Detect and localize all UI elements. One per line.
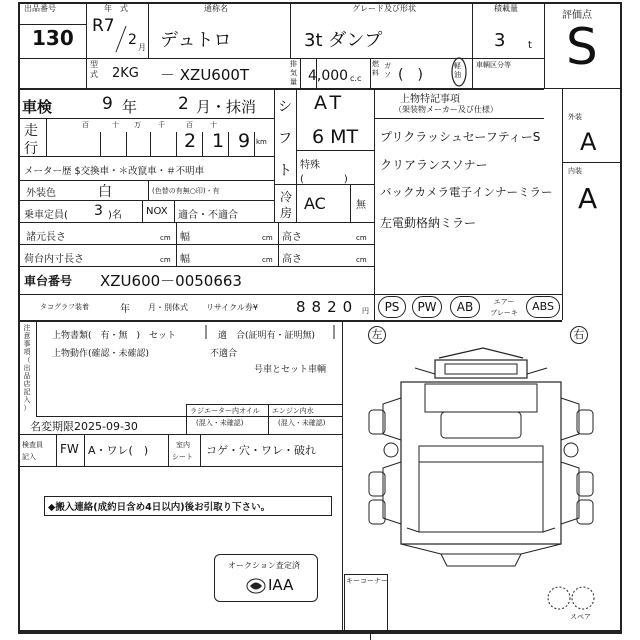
diesel-circle [450, 56, 468, 88]
tacho-label: タコグラフ装着 [40, 303, 89, 311]
engine-2: (混入・未確認) [278, 419, 326, 427]
width-label: 幅 [180, 232, 190, 243]
color-label: 外装色 [26, 188, 56, 199]
set-note: 号車とセット車輌 [254, 365, 327, 375]
diagram-right-label: 右 [570, 326, 588, 344]
shift-label-1: シ [278, 99, 292, 115]
upper-operation: 上物動作(確認・未確認) [52, 349, 150, 359]
airbrake-2: ブレーキ [490, 309, 518, 317]
model-value: デュトロ [160, 30, 232, 51]
ac-label-1: 冷 [280, 190, 293, 204]
year-value: R7 [92, 16, 115, 36]
type-label: 型式 [90, 60, 98, 79]
nox-label: NOX [146, 206, 168, 217]
stamp-line-2: IAA [268, 576, 294, 594]
class-label: 車輌区分等 [476, 61, 511, 69]
notes-subheader: （架装物メーカー及び仕様） [394, 105, 498, 114]
model-label: 通称名 [204, 4, 228, 13]
meter-row: メーター歴 $交換車・＊改竄車・＃不明車 [24, 166, 205, 177]
fuel-label: 燃料 [372, 60, 379, 77]
capacity-label: 積載量 [494, 4, 518, 13]
height-label: 高さ [282, 232, 302, 243]
badge-pw: PW [412, 296, 442, 318]
type-prefix: 2KG [112, 66, 139, 81]
note-line-0: プリクラッシュセーフティーS [380, 130, 541, 144]
stamp-line-1: オークション査定済 [228, 561, 300, 570]
upper-docs-not: 不適合 [210, 349, 238, 359]
score-value: S [566, 18, 598, 76]
inspector-label-2: 記入 [22, 453, 36, 461]
fuel-gas: ガソ [384, 62, 391, 79]
capacity-value: 3 [494, 30, 506, 51]
note-line-2: バックカメラ電子インナーミラー [380, 185, 553, 199]
inspection-year: 9 [102, 94, 113, 114]
displacement-value: 4,000 [308, 68, 349, 84]
displacement-label: 排気量 [290, 60, 297, 86]
cargo-height-label: 高さ [282, 254, 302, 265]
chassis-value: XZU600－0050663 [100, 272, 242, 290]
key-corner-label: キーコーナー [346, 577, 388, 585]
recycle-unit: 円 [362, 307, 369, 315]
mileage-digit-0: 2 [184, 130, 197, 152]
grade-label: グレード及び形状 [352, 4, 416, 13]
ac-label-2: 房 [280, 206, 293, 220]
note-line-1: クリアランスソナー [380, 158, 488, 172]
at-value: AT [314, 92, 346, 114]
notice-text: ◆搬入連絡(成約日含め4日以内)後お引取り下さい。 [48, 502, 271, 513]
cargo-length-unit: cm [160, 256, 171, 264]
special-paren: ( ) [300, 174, 348, 185]
badge-abs: ABS [526, 296, 560, 318]
inspection-month: 2 [178, 94, 189, 114]
mileage-digit-2: 9 [238, 130, 251, 152]
cargo-height-unit: cm [356, 256, 367, 264]
ac-none: 無 [356, 200, 366, 211]
lot-label: 出品番号 [24, 4, 56, 13]
mt-value: 6 MT [312, 126, 359, 148]
fuel-diesel: 軽油 [454, 62, 461, 79]
capacity-row-suffix: )名 [108, 210, 122, 221]
cargo-width-label: 幅 [180, 254, 190, 265]
badge-ps: PS [378, 296, 406, 318]
upper-docs-status: 適 合(証明有・証明無) [218, 331, 316, 341]
cargo-length-label: 荷台内寸長さ [24, 254, 84, 265]
cargo-width-unit: cm [262, 256, 273, 264]
length-label: 諸元長さ [26, 232, 66, 243]
shift-label-2: フ [278, 131, 292, 147]
radiator: ラジエーター内オイル [190, 407, 260, 415]
diagram-left-label: 左 [368, 326, 386, 344]
color-value: 白 [98, 184, 112, 200]
spare-label: スペア [570, 613, 591, 621]
mileage-digit-1: 1 [212, 130, 225, 152]
mileage-unit: km [256, 138, 267, 146]
slash-mark [112, 24, 142, 54]
ac-value: AC [304, 194, 326, 213]
digit-header-2: 万 [134, 121, 141, 129]
color-change: (色替の有無○印)・有 [152, 187, 220, 195]
recycle-label: リサイクル券¥ [206, 303, 258, 312]
airbrake-1: エアー [493, 298, 515, 306]
radiator-2: (混入・未確認) [196, 419, 244, 427]
length-unit: cm [160, 234, 171, 242]
interior-value: A [578, 182, 598, 215]
displacement-unit: c.c [350, 74, 362, 83]
shift-label-3: ト [278, 163, 292, 179]
room-status: コゲ・穴・ワレ・破れ [206, 444, 316, 457]
lot-number: 130 [32, 26, 74, 50]
inspection-year-unit: 年 [122, 98, 138, 116]
name-deadline: 名変期限2025-09-30 [30, 420, 138, 433]
badge-ab: AB [450, 296, 480, 318]
tacho-body: 月・別体式 [148, 303, 188, 312]
month-value: 2 [128, 32, 137, 48]
note-line-3: 左電動格納ミラー [380, 216, 477, 230]
chassis-label: 車台番号 [24, 274, 73, 288]
inspection-label: 車検 [22, 98, 53, 116]
inspector-awa: A・ワレ( ) [88, 444, 149, 457]
capacity-unit: t [528, 40, 532, 51]
docs-bracket [202, 323, 338, 341]
inspection-month-unit: 月・抹消 [196, 98, 257, 116]
type-value: － XZU600T [160, 66, 250, 84]
digit-header-0: 百 [82, 121, 89, 129]
width-unit: cm [262, 234, 273, 242]
exterior-value: A [580, 128, 597, 156]
mileage-label-1: 走 [24, 123, 38, 139]
digit-header-3: 千 [158, 121, 165, 129]
capacity-row-label: 乗車定員( [24, 210, 68, 221]
engine: エンジン内水 [272, 407, 314, 415]
docs-side-label: 注 意 事 項 （ 出 品 店 記 入 ） [23, 324, 31, 412]
interior-label: 内装 [568, 167, 582, 175]
mileage-label-2: 行 [24, 141, 38, 157]
upper-docs: 上物書類( 有・無 ) セット [52, 331, 177, 341]
room-label-2: シート [172, 453, 193, 461]
fuel-paren: ( ) [398, 67, 423, 83]
inspector-fw: FW [60, 442, 79, 456]
recycle-value: 8820 [296, 298, 359, 316]
grade-value: 3t ダンプ [304, 30, 383, 51]
inspector-label-1: 検査員 [22, 441, 43, 449]
digit-header-4: 百 [186, 121, 193, 129]
score-label: 評価点 [562, 10, 592, 21]
iaa-logo-icon [246, 578, 266, 594]
special-label: 特殊 [300, 160, 320, 171]
capacity-row-value: 3 [94, 203, 103, 219]
digit-header-1: 十 [112, 121, 119, 129]
year-label: 年 式 [104, 4, 128, 13]
exterior-label: 外装 [568, 113, 582, 121]
tacho-year-unit: 年 [120, 304, 130, 315]
notes-header: 上物特記事項 [400, 94, 460, 105]
month-unit: 月 [138, 43, 146, 52]
height-unit: cm [356, 234, 367, 242]
room-label-1: 室内 [176, 441, 190, 449]
nox-status: 適合・不適合 [178, 210, 238, 221]
digit-header-5: 十 [210, 121, 217, 129]
